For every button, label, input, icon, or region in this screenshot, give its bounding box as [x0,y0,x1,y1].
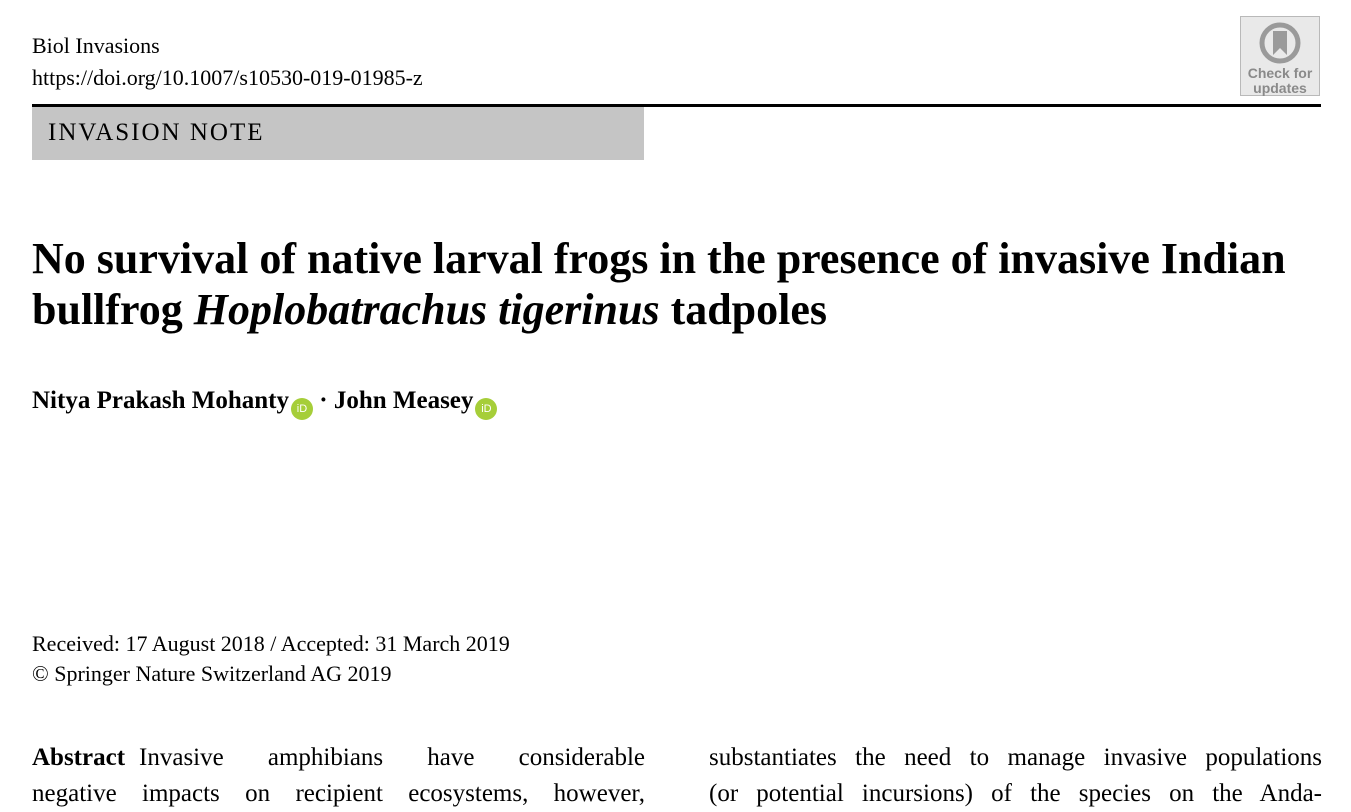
article-title [32,233,1322,335]
journal-header [32,30,423,94]
copyright-notice: © Springer Nature Switzerland AG 2019 [32,661,392,686]
abstract-left-column [32,740,645,812]
doi-link[interactable]: https://doi.org/10.1007/s10530-019-01985-z [32,65,423,90]
bookmark-ribbon-icon [1258,21,1302,65]
section-label: INVASION NOTE [48,119,265,146]
abstract-label: Abstract [32,744,126,771]
author-list [32,386,497,420]
title-part-1: No survival of native larval frogs in the presence of invasive Indian bullfrog [32,234,1286,334]
abstract-line: (or potential incursions) of the species on the Anda- [709,780,1322,807]
check-for-updates-badge[interactable] [1240,16,1320,96]
badge-line-1: Check for [1247,65,1313,81]
author-name[interactable]: Nitya Prakash Mohanty [32,387,289,414]
abstract-line: substantiates the need to manage invasive populations [709,744,1322,771]
received-accepted-dates: Received: 17 August 2018 / Accepted: 31 March 2019 [32,631,510,656]
section-label-box [32,107,644,160]
orcid-icon[interactable]: iD [291,398,313,420]
abstract-text: Invasive amphibians have considerable [139,744,645,771]
orcid-icon[interactable]: iD [475,398,497,420]
abstract-right-column [709,740,1322,812]
title-species-name: Hoplobatrachus tigerinus [193,285,660,334]
abstract-line: negative impacts on recipient ecosystems, however, [32,780,645,807]
badge-text [1241,66,1319,96]
author-separator: · [319,387,328,414]
title-part-2: tadpoles [659,285,828,334]
badge-line-2: updates [1253,80,1307,96]
abstract-line [32,740,645,776]
article-dates [32,629,510,689]
journal-name: Biol Invasions [32,33,160,58]
author-name[interactable]: John Measey [333,387,474,414]
